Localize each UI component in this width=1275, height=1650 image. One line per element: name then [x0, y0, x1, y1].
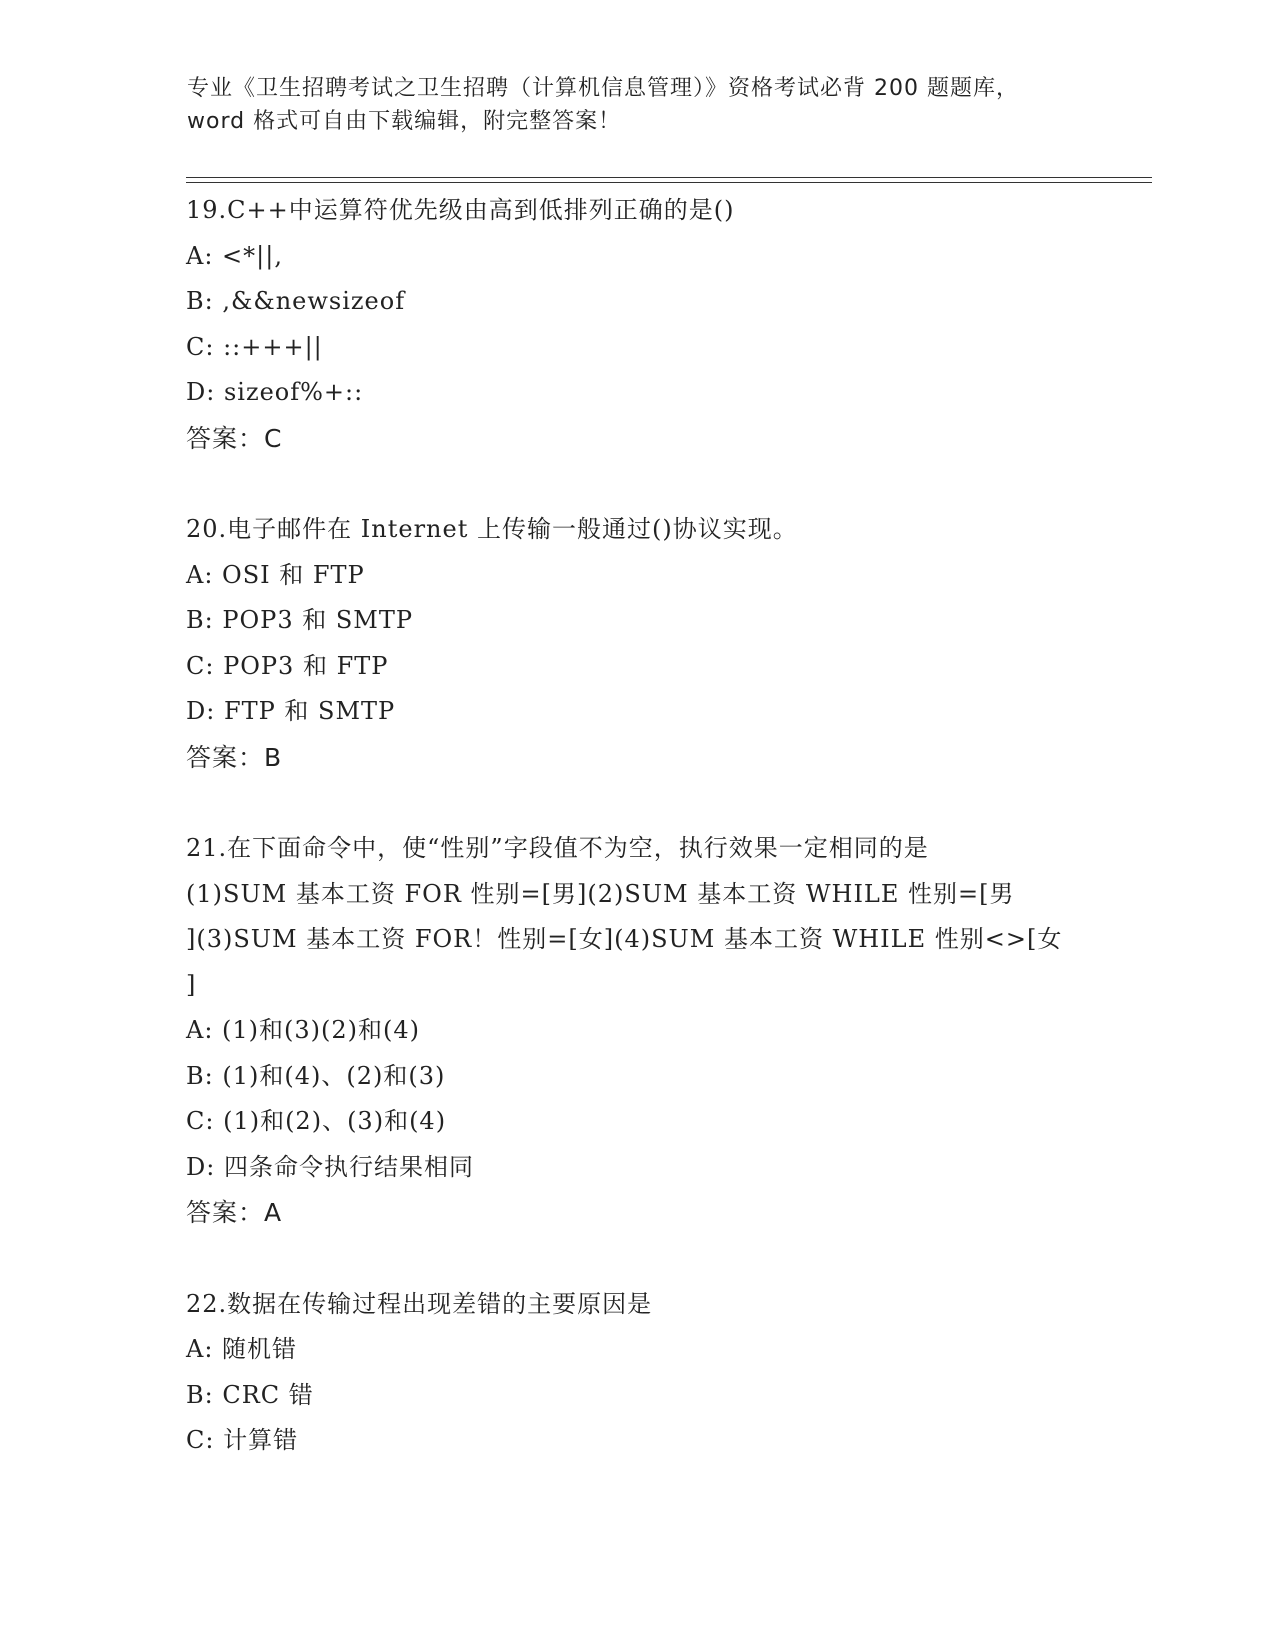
- option-d: D: sizeof%+::: [186, 378, 364, 406]
- option-b: B: (1)和(4)、(2)和(3): [186, 1061, 446, 1090]
- question-spacer: [186, 780, 1086, 826]
- header-divider-top: [186, 177, 1152, 178]
- option-c: C: 计算错: [186, 1426, 299, 1454]
- option-a: A: (1)和(3)(2)和(4): [186, 1016, 421, 1044]
- option-d: D: 四条命令执行结果相同: [186, 1152, 474, 1181]
- question-stem-line-4: ]: [186, 970, 197, 999]
- option-b: B: POP3 和 SMTP: [186, 606, 414, 634]
- header-line-1: 专业《卫生招聘考试之卫生招聘（计算机信息管理）》资格考试必背 200 题题库，: [187, 76, 1019, 101]
- option-c: C: POP3 和 FTP: [186, 651, 389, 680]
- option-b: B: CRC 错: [186, 1380, 314, 1409]
- option-c: C: ::+++||: [186, 332, 323, 361]
- question-stem: 19.C++中运算符优先级由高到低排列正确的是(): [186, 196, 735, 224]
- question-stem-line-1: 21.在下面命令中，使“性别”字段值不为空，执行效果一定相同的是: [186, 834, 929, 862]
- question-stem-line-2: (1)SUM 基本工资 FOR 性别=[男](2)SUM 基本工资 WHILE 性别=[男: [186, 879, 1015, 908]
- header-divider-bottom: [186, 182, 1152, 183]
- question-stem: 20.电子邮件在 Internet 上传输一般通过()协议实现。: [186, 515, 798, 543]
- question-block-20: [186, 507, 1086, 780]
- question-stem-line-3: ](3)SUM 基本工资 FOR！性别=[女](4)SUM 基本工资 WHILE 性别<>[女: [186, 925, 1063, 953]
- option-c: C: (1)和(2)、(3)和(4): [186, 1107, 447, 1135]
- question-block-21: [186, 826, 1086, 1236]
- option-a: A: <*||,: [186, 241, 283, 270]
- option-d: D: FTP 和 SMTP: [186, 697, 396, 725]
- question-spacer: [186, 1236, 1086, 1282]
- question-block-22: [186, 1282, 1086, 1464]
- option-a: A: OSI 和 FTP: [186, 560, 365, 589]
- option-a: A: 随机错: [186, 1335, 298, 1363]
- question-stem: 22.数据在传输过程出现差错的主要原因是: [186, 1289, 653, 1318]
- answer-label: 答案：A: [186, 1198, 283, 1227]
- question-spacer: [186, 461, 1086, 507]
- document-header: [187, 72, 1087, 138]
- answer-label: 答案：B: [186, 742, 283, 772]
- answer-label: 答案：C: [186, 423, 283, 453]
- option-b: B: ,&&newsizeof: [186, 287, 406, 315]
- header-line-2: word 格式可自由下载编辑，附完整答案！: [187, 109, 622, 134]
- question-list: [186, 188, 1086, 1464]
- question-block-19: [186, 188, 1086, 461]
